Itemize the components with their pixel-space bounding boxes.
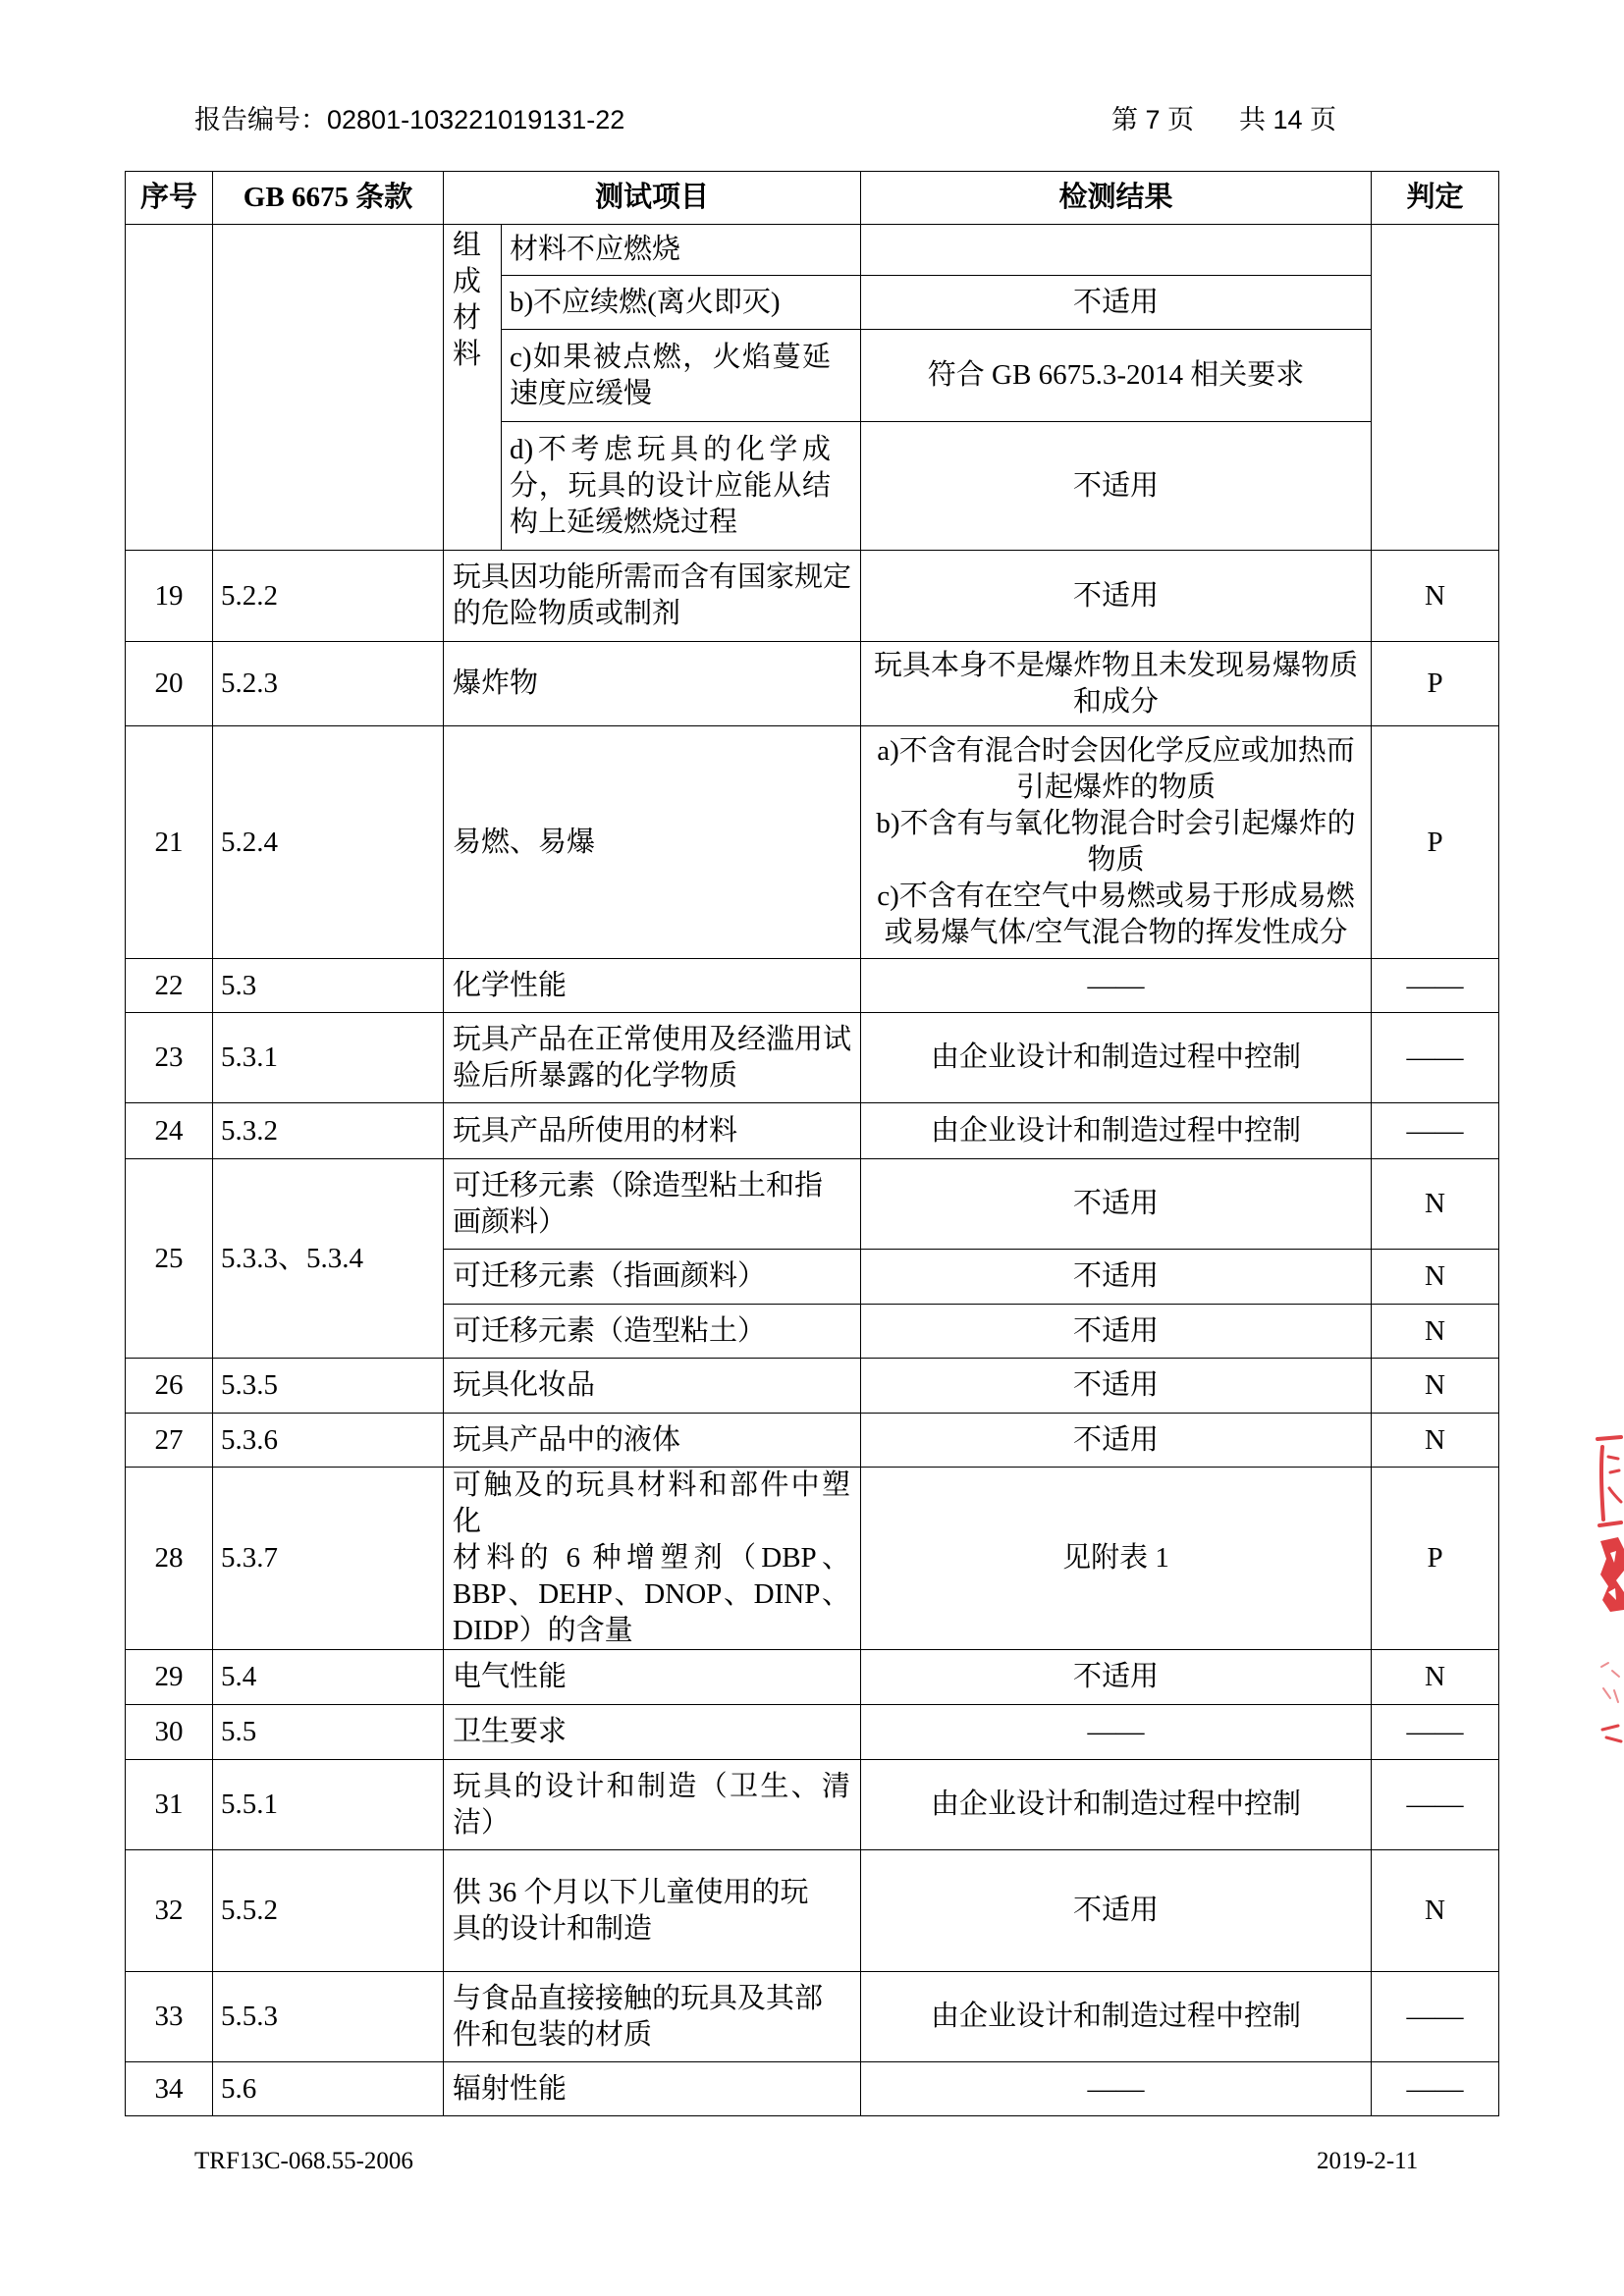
item-text: 供 36 个月以下儿童使用的玩: [453, 1876, 809, 1908]
item-text: 易燃、易爆: [453, 826, 596, 858]
table-row: [126, 1468, 1499, 1650]
verdict-cell: ——: [1372, 1103, 1499, 1159]
seq-cell: 32: [126, 1850, 213, 1972]
seq-cell: 23: [126, 1013, 213, 1103]
result-text: 不适用: [1073, 1188, 1160, 1219]
item-cell: [444, 642, 861, 726]
result-cell: [861, 1414, 1372, 1468]
result-text: ——: [1087, 969, 1145, 1001]
table-row: [126, 1103, 1499, 1159]
table-row: [126, 1850, 1499, 1972]
item-text: 具的设计和制造: [453, 1912, 653, 1945]
result-cell: [861, 225, 1372, 276]
result-text: 不适用: [1073, 1260, 1160, 1292]
item-cell: [444, 1414, 861, 1468]
result-cell: [861, 2062, 1372, 2116]
result-text: 不适用: [1073, 1895, 1160, 1926]
item-text: 验后所暴露的化学物质: [453, 1059, 738, 1092]
table-row: [126, 1013, 1499, 1103]
item-text: 化学性能: [453, 969, 568, 1001]
verdict-cell: ——: [1372, 959, 1499, 1013]
item-text: 可迁移元素（除造型粘土和指: [453, 1169, 824, 1201]
item-text: 的危险物质或制剂: [453, 598, 681, 629]
result-text: 和成分: [1073, 685, 1160, 718]
item-text: 辐射性能: [453, 2072, 568, 2105]
item-text: 玩具因功能所需而含有国家规定: [453, 561, 852, 593]
result-text: ——: [1087, 1716, 1145, 1747]
verdict-cell: ——: [1372, 1760, 1499, 1850]
result-text: 符合 GB 6675.3-2014 相关要求: [927, 359, 1305, 391]
verdict-cell: N: [1372, 1650, 1499, 1705]
report-number: 报告编号：02801-103221019131-22: [194, 105, 625, 134]
item-text: DIDP）的含量: [453, 1615, 633, 1646]
item-text: 玩具产品在正常使用及经滥用试: [453, 1023, 852, 1055]
col-item-header: 测试项目: [444, 172, 861, 225]
seq-cell: 20: [126, 642, 213, 726]
seq-cell: 31: [126, 1760, 213, 1850]
table-row: [126, 726, 1499, 959]
seq-cell: 19: [126, 551, 213, 642]
verdict-cell: P: [1372, 726, 1499, 959]
clause-cell: 5.2.3: [213, 642, 444, 726]
item-cell: [444, 1650, 861, 1705]
item-cell: [502, 422, 861, 551]
result-cell: [861, 276, 1372, 330]
clause-cell: 5.3.3、5.3.4: [213, 1159, 444, 1359]
result-text: 玩具本身不是爆炸物且未发现易爆物质: [874, 649, 1359, 681]
seq-cell: 24: [126, 1103, 213, 1159]
seq-cell: 29: [126, 1650, 213, 1705]
verdict-cell: N: [1372, 1305, 1499, 1359]
clause-cell: [213, 225, 444, 551]
result-text: 物质: [1087, 844, 1145, 876]
clause-cell: 5.3.7: [213, 1468, 444, 1650]
verdict-cell: N: [1372, 1159, 1499, 1250]
group-label-cell: [444, 225, 502, 551]
result-text: 见附表 1: [1062, 1542, 1169, 1574]
result-cell: [861, 1013, 1372, 1103]
verdict-cell: N: [1372, 1250, 1499, 1305]
table-row: [126, 2062, 1499, 2116]
result-text: 由企业设计和制造过程中控制: [931, 1114, 1302, 1147]
result-text: a)不含有混合时会因化学反应或加热而: [877, 735, 1355, 767]
result-text: b)不含有与氧化物混合时会引起爆炸的: [876, 808, 1356, 839]
group-label: 组成材料: [453, 230, 482, 370]
verdict-cell: N: [1372, 1850, 1499, 1972]
clause-cell: 5.3.5: [213, 1359, 444, 1414]
result-cell: [861, 1250, 1372, 1305]
item-text: 电气性能: [453, 1661, 568, 1692]
item-cell: [444, 1103, 861, 1159]
item-text: 材料不应燃烧: [510, 234, 681, 265]
verdict-cell: ——: [1372, 2062, 1499, 2116]
result-cell: [861, 726, 1372, 959]
result-cell: [861, 642, 1372, 726]
item-cell: [444, 1013, 861, 1103]
item-text: 件和包装的材质: [453, 2018, 653, 2051]
clause-cell: 5.5.3: [213, 1972, 444, 2062]
result-cell: [861, 1305, 1372, 1359]
seq-cell: 28: [126, 1468, 213, 1650]
verdict-cell: N: [1372, 1359, 1499, 1414]
item-text: 可触及的玩具材料和部件中塑化: [453, 1469, 851, 1537]
table-row: [126, 1972, 1499, 2062]
clause-cell: 5.3.2: [213, 1103, 444, 1159]
result-text: 不适用: [1073, 469, 1160, 502]
result-cell: [861, 1159, 1372, 1250]
col-verdict-header: 判定: [1372, 172, 1499, 225]
item-text: 可迁移元素（造型粘土）: [453, 1314, 767, 1347]
item-cell: [444, 1359, 861, 1414]
clause-cell: 5.6: [213, 2062, 444, 2116]
seq-cell: 22: [126, 959, 213, 1013]
item-cell: [444, 2062, 861, 2116]
item-text: 分，玩具的设计应能从结: [510, 469, 832, 502]
table-row: [126, 1359, 1499, 1414]
item-text: d)不考虑玩具的化学成: [510, 433, 832, 465]
verdict-cell: [1372, 225, 1499, 551]
verdict-cell: N: [1372, 1414, 1499, 1468]
page-current: 第 7 页: [1111, 105, 1195, 134]
result-text: 由企业设计和制造过程中控制: [931, 1041, 1302, 1073]
item-text: 可迁移元素（指画颜料）: [453, 1260, 767, 1292]
clause-cell: 5.3.1: [213, 1013, 444, 1103]
clause-cell: 5.5: [213, 1705, 444, 1760]
result-cell: [861, 1650, 1372, 1705]
item-text: BBP、DEHP、DNOP、DINP、: [453, 1578, 851, 1610]
seq-cell: 30: [126, 1705, 213, 1760]
item-cell: [444, 1972, 861, 2062]
item-text: b)不应续燃(离火即灭): [510, 286, 781, 318]
seq-cell: 25: [126, 1159, 213, 1359]
result-cell: [861, 1359, 1372, 1414]
seal-stroke: [1599, 1522, 1621, 1525]
verdict-cell: N: [1372, 551, 1499, 642]
item-text: 与食品直接接触的玩具及其部: [453, 1982, 824, 2014]
result-text: 不适用: [1073, 1369, 1160, 1401]
item-cell: [444, 1305, 861, 1359]
item-text: 玩具产品中的液体: [453, 1423, 681, 1456]
seq-cell: 33: [126, 1972, 213, 2062]
item-text: 玩具化妆品: [453, 1369, 596, 1401]
seal-fragment: [1589, 1423, 1624, 1757]
table-row: [126, 225, 1499, 276]
clause-cell: 5.3: [213, 959, 444, 1013]
seq-cell: 26: [126, 1359, 213, 1414]
result-cell: [861, 1760, 1372, 1850]
item-cell: [444, 1250, 861, 1305]
verdict-cell: ——: [1372, 1705, 1499, 1760]
result-cell: [861, 1850, 1372, 1972]
item-cell: [444, 1705, 861, 1760]
item-cell: [444, 726, 861, 959]
item-cell: [444, 551, 861, 642]
form-number: TRF13C-068.55-2006: [194, 2148, 413, 2174]
result-cell: [861, 959, 1372, 1013]
item-cell: [444, 1850, 861, 1972]
item-cell: [502, 330, 861, 422]
result-text: c)不含有在空气中易燃或易于形成易燃: [877, 881, 1355, 912]
result-cell: [861, 1468, 1372, 1650]
seq-cell: 27: [126, 1414, 213, 1468]
item-text: 玩具的设计和制造（卫生、清: [453, 1770, 851, 1802]
item-cell: [444, 959, 861, 1013]
clause-cell: 5.5.1: [213, 1760, 444, 1850]
item-text: 画颜料）: [453, 1205, 568, 1238]
item-cell: [444, 1468, 861, 1650]
verdict-cell: P: [1372, 642, 1499, 726]
result-cell: [861, 1972, 1372, 2062]
item-text: c)如果被点燃，火焰蔓延: [510, 341, 832, 373]
table-row: [126, 551, 1499, 642]
clause-cell: 5.4: [213, 1650, 444, 1705]
table-row: [126, 959, 1499, 1013]
result-text: 由企业设计和制造过程中控制: [931, 1789, 1302, 1820]
result-text: 不适用: [1073, 1423, 1160, 1456]
item-text: 速度应缓慢: [510, 377, 653, 409]
clause-cell: 5.5.2: [213, 1850, 444, 1972]
seal-stroke: [1597, 1437, 1621, 1439]
table-row: [126, 642, 1499, 726]
page-total: 共 14 页: [1239, 105, 1337, 134]
item-cell: [444, 1159, 861, 1250]
result-cell: [861, 330, 1372, 422]
table-row: [126, 1414, 1499, 1468]
item-text: 洁）: [453, 1806, 511, 1839]
clause-cell: 5.2.2: [213, 551, 444, 642]
item-text: 爆炸物: [453, 667, 539, 699]
table-row: [126, 1159, 1499, 1250]
verdict-cell: P: [1372, 1468, 1499, 1650]
clause-cell: 5.3.6: [213, 1414, 444, 1468]
seq-cell: 21: [126, 726, 213, 959]
clause-cell: 5.2.4: [213, 726, 444, 959]
seal-stroke: [1600, 1537, 1624, 1612]
verdict-cell: ——: [1372, 1972, 1499, 2062]
item-cell: [502, 225, 861, 276]
item-cell: [502, 276, 861, 330]
col-clause-header: GB 6675 条款: [213, 172, 444, 225]
result-text: 引起爆炸的物质: [1016, 772, 1217, 803]
result-text: 不适用: [1073, 286, 1160, 318]
table-row: [126, 1760, 1499, 1850]
item-text: 材料的 6 种增塑剂（DBP、: [453, 1542, 851, 1574]
col-result-header: 检测结果: [861, 172, 1372, 225]
table-header-row: [126, 172, 1499, 225]
result-text: 不适用: [1073, 579, 1160, 612]
result-text: ——: [1087, 2072, 1145, 2105]
item-text: 卫生要求: [453, 1716, 568, 1747]
table-row: [126, 1705, 1499, 1760]
verdict-cell: ——: [1372, 1013, 1499, 1103]
seq-cell: 34: [126, 2062, 213, 2116]
result-text: 不适用: [1073, 1314, 1160, 1347]
result-text: 不适用: [1073, 1661, 1160, 1692]
result-cell: [861, 551, 1372, 642]
test-results-table: [125, 171, 1499, 2116]
result-cell: [861, 1705, 1372, 1760]
result-cell: [861, 1103, 1372, 1159]
seq-cell: [126, 225, 213, 551]
seal-stroke: [1601, 1447, 1603, 1520]
seal-stroke: [1602, 1726, 1621, 1741]
result-text: 或易爆气体/空气混合物的挥发性成分: [884, 917, 1348, 948]
item-text: 构上延缓燃烧过程: [510, 506, 738, 538]
result-cell: [861, 422, 1372, 551]
seal-stroke: [1601, 1663, 1619, 1702]
item-cell: [444, 1760, 861, 1850]
result-text: 由企业设计和制造过程中控制: [931, 2001, 1302, 2032]
seal-stroke: [1608, 1457, 1621, 1502]
footer-date: 2019-2-11: [1317, 2148, 1419, 2174]
item-text: 玩具产品所使用的材料: [453, 1114, 738, 1147]
table-row: [126, 1650, 1499, 1705]
col-seq-header: 序号: [126, 172, 213, 225]
